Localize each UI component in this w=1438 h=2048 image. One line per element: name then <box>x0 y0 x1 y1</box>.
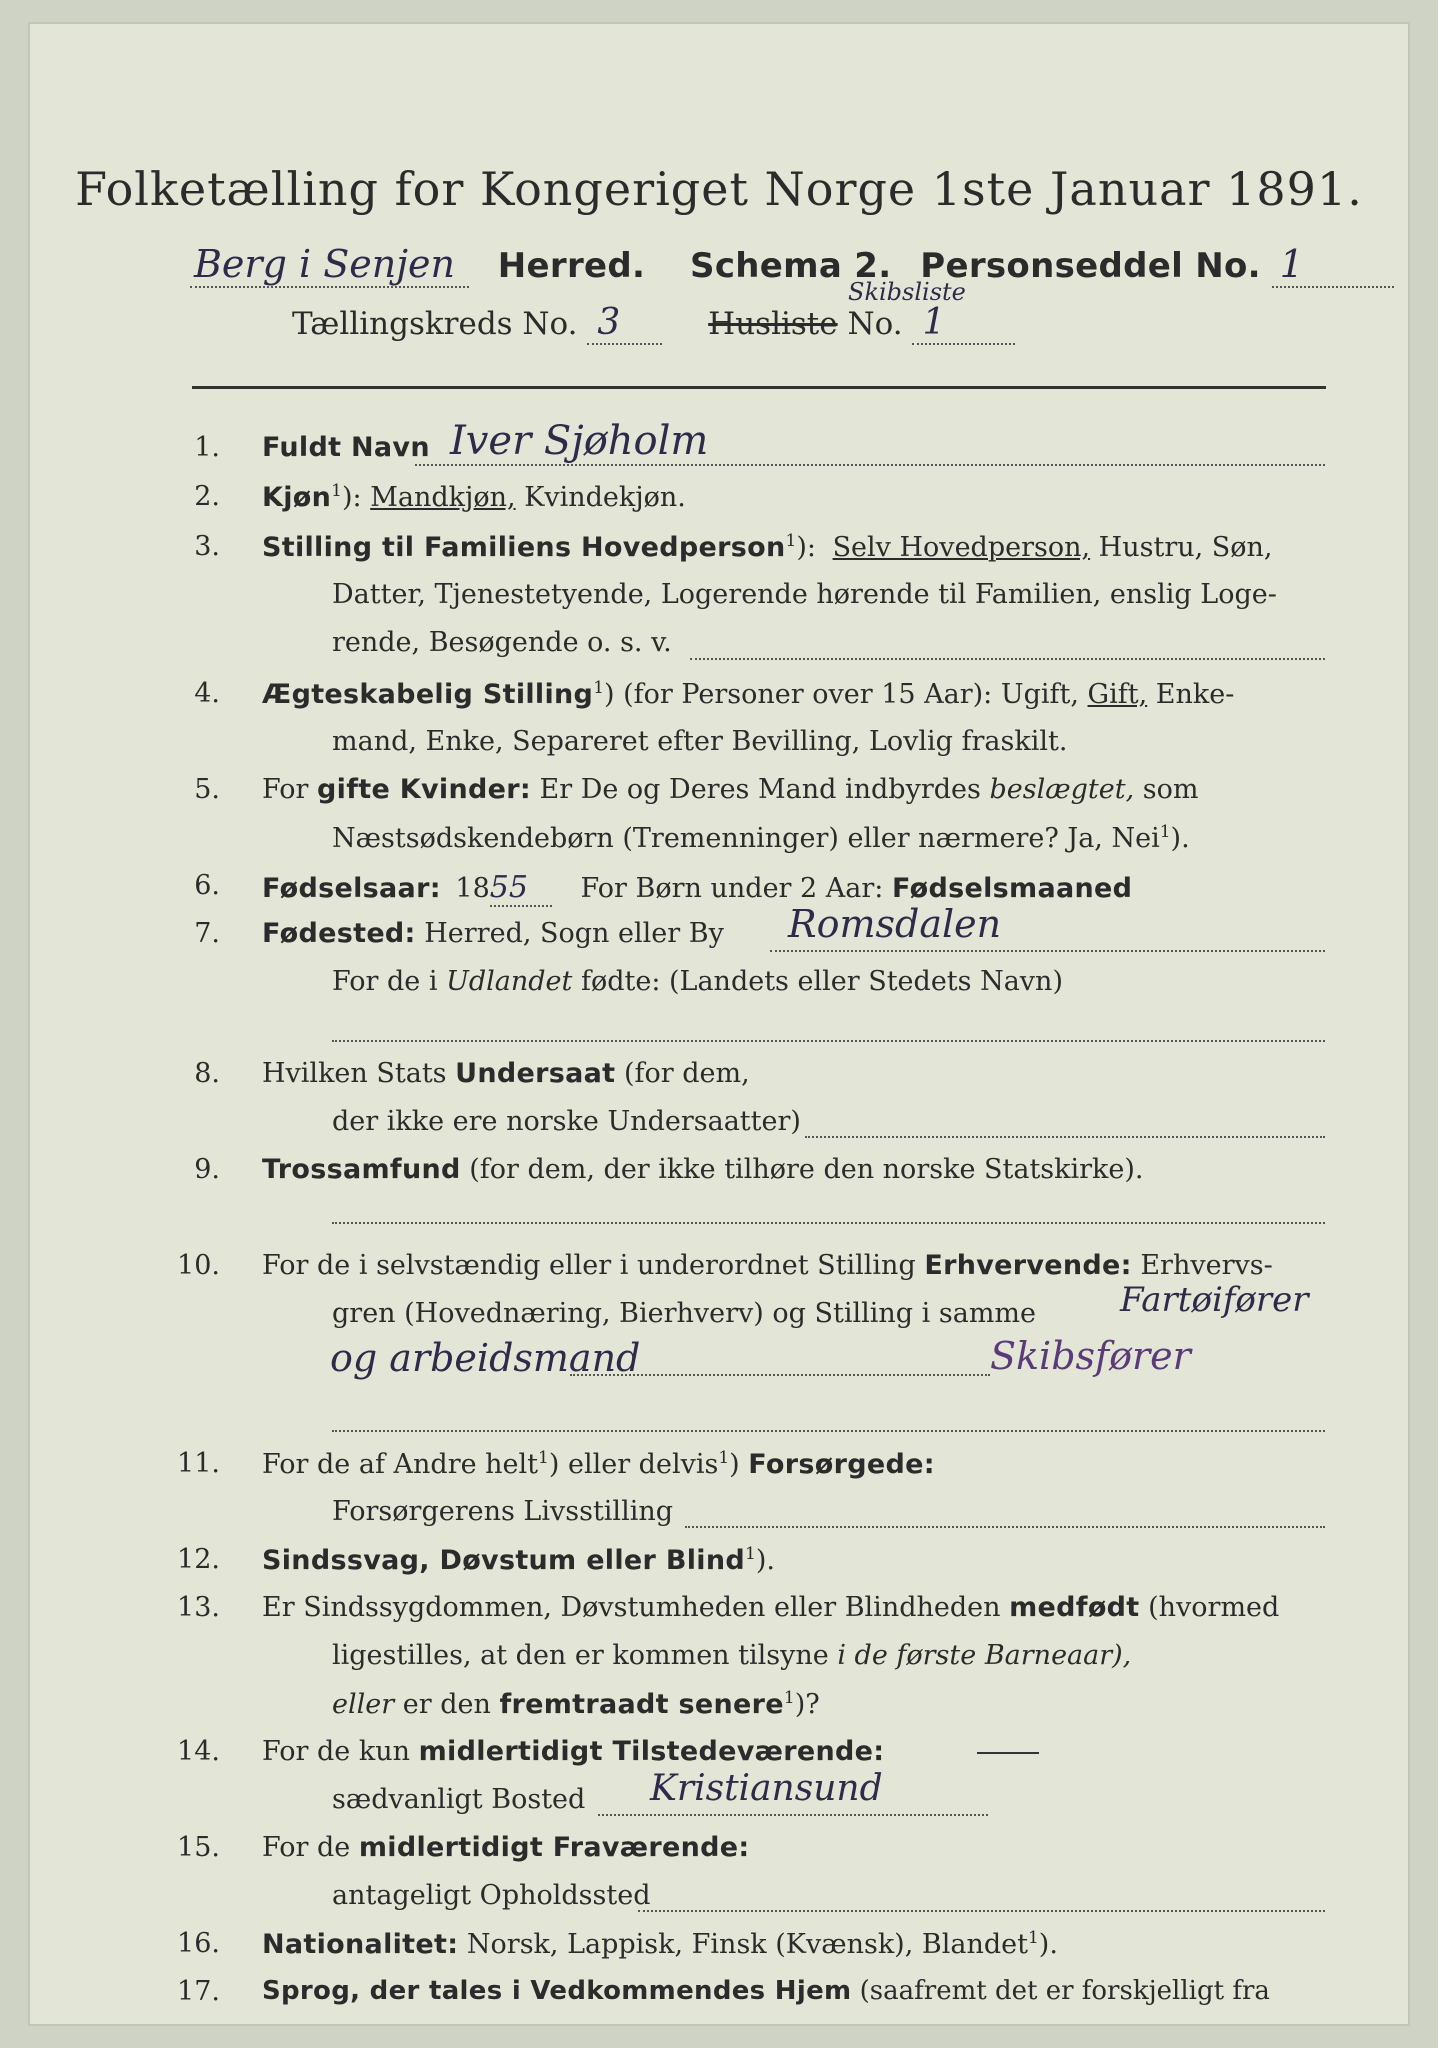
option: Enke- <box>1155 679 1235 710</box>
item-14 <box>262 1736 1039 1767</box>
residence-value: Kristiansund <box>650 1768 883 1809</box>
item-number: 14. <box>177 1736 220 1767</box>
item-number: 9. <box>194 1154 220 1185</box>
item-label: gifte Kvinder: <box>317 774 531 805</box>
item-8-cont: der ikke ere norske Undersaatter) <box>332 1106 801 1137</box>
item-3: Stilling til Familiens Hovedperson$^1$): Selv Hovedperson, Hustru, Søn, <box>262 531 1273 563</box>
item-10-cont: gren (Hovednæring, Bierhverv) og Stilling i samme <box>332 1298 1037 1329</box>
item-number: 12. <box>177 1544 220 1575</box>
item-3-cont2: rende, Besøgende o. s. v. <box>332 627 672 658</box>
text: Udlandet <box>446 966 573 997</box>
text: ? <box>805 1689 820 1720</box>
item-5 <box>262 774 1198 805</box>
header-divider <box>192 386 1326 389</box>
item-number: 7. <box>194 918 220 949</box>
item-label: midlertidigt Tilstedeværende: <box>418 1736 885 1767</box>
item-13-cont <box>332 1640 1131 1671</box>
dotline <box>770 950 1325 952</box>
item-13 <box>262 1592 1279 1623</box>
item-label: Fødested: <box>262 918 416 949</box>
text: For de i <box>332 966 438 997</box>
item-15 <box>262 1832 749 1863</box>
text: 18 <box>455 873 490 904</box>
item-number: 1. <box>194 432 220 463</box>
text: ligestilles, at den er kommen tilsyne <box>332 1640 829 1671</box>
text: For de kun <box>262 1736 410 1767</box>
item-1 <box>262 432 430 463</box>
name-dotline <box>415 464 1325 466</box>
personseddel-label: Personseddel No. <box>920 246 1261 286</box>
herred-value: Berg i Senjen <box>190 242 469 288</box>
item-number: 17. <box>177 1976 220 2007</box>
dotline <box>570 1374 990 1376</box>
item-17 <box>262 1976 1270 2006</box>
item-2: Kjøn$^1$): Mandkjøn, Kvindekjøn. <box>262 481 686 513</box>
item-number: 5. <box>194 774 220 805</box>
item-label: Ægteskabelig Stilling <box>262 679 594 710</box>
birth-year-value: 55 <box>490 870 552 907</box>
option: Kvindekjøn. <box>524 482 686 513</box>
item-label: Fødselsaar: <box>262 873 441 904</box>
item-label: Erhvervende: <box>924 1250 1132 1281</box>
dotline <box>805 1136 1325 1138</box>
skibsliste-correction: Skibsliste <box>848 278 966 306</box>
item-5-cont: Næstsødskendebørn (Tremenninger) eller nærmere? Ja, Nei$^1$). <box>332 822 1190 854</box>
item-label: Forsørgede: <box>748 1449 935 1480</box>
census-form <box>30 24 1408 2024</box>
item-number: 6. <box>194 870 220 901</box>
item-label: Fuldt Navn <box>262 432 430 463</box>
kreds-label: Tællingskreds No. <box>292 306 578 342</box>
item-8 <box>262 1058 750 1089</box>
item-label: Sindssvag, Døvstum eller Blind <box>262 1545 745 1576</box>
text: For <box>262 774 309 805</box>
birthplace-value: Romsdalen <box>788 902 1002 946</box>
option: (for Personer over 15 Aar): Ugift, <box>623 679 1079 710</box>
text: For Børn under 2 Aar: <box>580 873 884 904</box>
dotline <box>332 1430 1325 1432</box>
text: (for dem, <box>623 1058 750 1089</box>
item-label: Fødselsmaaned <box>892 873 1133 904</box>
dash <box>977 1752 1039 1754</box>
item-number: 11. <box>177 1448 220 1479</box>
text: i de første Barneaar), <box>837 1640 1132 1671</box>
item-number: 16. <box>177 1928 220 1959</box>
option-selected: Selv Hovedperson, <box>832 532 1091 563</box>
item-12: Sindssvag, Døvstum eller Blind$^1$). <box>262 1544 775 1576</box>
dotline <box>332 1222 1325 1224</box>
item-label: medfødt <box>1009 1592 1140 1623</box>
item-label: fremtraadt senere <box>499 1689 784 1720</box>
item-7 <box>262 918 724 949</box>
item-number: 15. <box>177 1832 220 1863</box>
herred-line <box>190 242 1394 288</box>
text: Er Sindssygdommen, Døvstumheden eller Blindheden <box>262 1592 1001 1623</box>
text: For de <box>262 1832 351 1863</box>
text: For de af Andre helt <box>262 1449 539 1480</box>
option-selected: Gift, <box>1087 679 1148 710</box>
text: (for dem, der ikke tilhøre den norske Statskirke). <box>469 1154 1144 1185</box>
item-label: Undersaat <box>455 1058 616 1089</box>
item-label: Nationalitet: <box>262 1929 459 1960</box>
name-value: Iver Sjøholm <box>450 418 709 464</box>
text: Erhvervs- <box>1140 1250 1273 1281</box>
occupation-value-3: Skibsfører <box>990 1334 1191 1378</box>
personseddel-value: 1 <box>1272 242 1394 288</box>
item-number: 2. <box>194 481 220 512</box>
text: beslægtet, <box>989 774 1135 805</box>
occupation-value-1: Fartøifører <box>1120 1280 1309 1320</box>
item-7-cont <box>332 966 1063 997</box>
husliste-no-label: No. <box>847 306 903 342</box>
text: eller delvis <box>567 1449 719 1480</box>
option: Hustru, Søn, <box>1098 532 1273 563</box>
item-11: For de af Andre helt$^1$) eller delvis$^1$) Forsørgede: <box>262 1448 935 1480</box>
item-label: Trossamfund <box>262 1154 461 1185</box>
text: Herred, Sogn eller By <box>424 918 724 949</box>
item-4: Ægteskabelig Stilling$^1$) (for Personer over 15 Aar): Ugift, Gift, Enke- <box>262 678 1235 710</box>
item-9 <box>262 1154 1144 1185</box>
text: er den <box>402 1689 491 1720</box>
text: Hvilken Stats <box>262 1058 447 1089</box>
item-16: Nationalitet: Norsk, Lappisk, Finsk (Kvænsk), Blandet$^1$). <box>262 1928 1058 1960</box>
form-title: Folketælling for Kongeriget Norge 1ste Januar 1891. <box>75 162 1363 216</box>
text: fødte: (Landets eller Stedets Navn) <box>580 966 1063 997</box>
option-selected: Mandkjøn, <box>370 482 516 513</box>
dotline <box>685 1526 1325 1528</box>
item-number: 4. <box>194 678 220 709</box>
text: (saafremt det er forskjelligt fra <box>859 1976 1270 2006</box>
text: For de i selvstændig eller i underordnet Stilling <box>262 1250 916 1281</box>
item-number: 3. <box>194 531 220 562</box>
item-label: Kjøn <box>262 482 332 513</box>
item-label: Stilling til Familiens Hovedperson <box>262 532 786 563</box>
dotline <box>638 1910 1325 1912</box>
dotline <box>690 658 1325 660</box>
item-number: 8. <box>194 1058 220 1089</box>
text: som <box>1142 774 1199 805</box>
item-15-cont: antageligt Opholdssted <box>332 1880 651 1911</box>
text: Er De og Deres Mand indbyrdes <box>539 774 981 805</box>
kreds-line <box>292 302 1015 345</box>
item-6 <box>262 870 1132 907</box>
text: Norsk, Lappisk, Finsk (Kvænsk), Blandet <box>466 1929 1028 1960</box>
item-label: midlertidigt Fraværende: <box>358 1832 750 1863</box>
dotline <box>332 1040 1325 1042</box>
text: Næstsødskendebørn (Tremenninger) eller nærmere? Ja, Nei <box>332 823 1160 854</box>
item-number: 10. <box>177 1250 220 1281</box>
item-3-cont: Datter, Tjenestetyende, Logerende hørende til Familien, enslig Loge- <box>332 579 1277 610</box>
text: (hvormed <box>1148 1592 1280 1623</box>
item-4-cont: mand, Enke, Separeret efter Bevilling, Lovlig fraskilt. <box>332 726 1068 757</box>
schema-label: Schema 2. <box>690 246 892 286</box>
herred-label: Herred. <box>497 246 646 286</box>
item-label: Sprog, der tales i Vedkommendes Hjem <box>262 1976 852 2006</box>
item-number: 13. <box>177 1592 220 1623</box>
item-10 <box>262 1250 1273 1281</box>
item-14-cont: sædvanligt Bosted <box>332 1784 586 1815</box>
text: eller <box>332 1689 395 1720</box>
husliste-label: Husliste <box>708 306 838 342</box>
item-13-cont2: eller er den fremtraadt senere$^1$)? <box>332 1688 820 1720</box>
husliste-value: 1 <box>912 302 1015 345</box>
dotline <box>598 1814 988 1816</box>
kreds-value: 3 <box>587 302 662 345</box>
occupation-value-2: og arbeidsmand <box>330 1336 641 1380</box>
item-11-cont: Forsørgerens Livsstilling <box>332 1496 674 1527</box>
